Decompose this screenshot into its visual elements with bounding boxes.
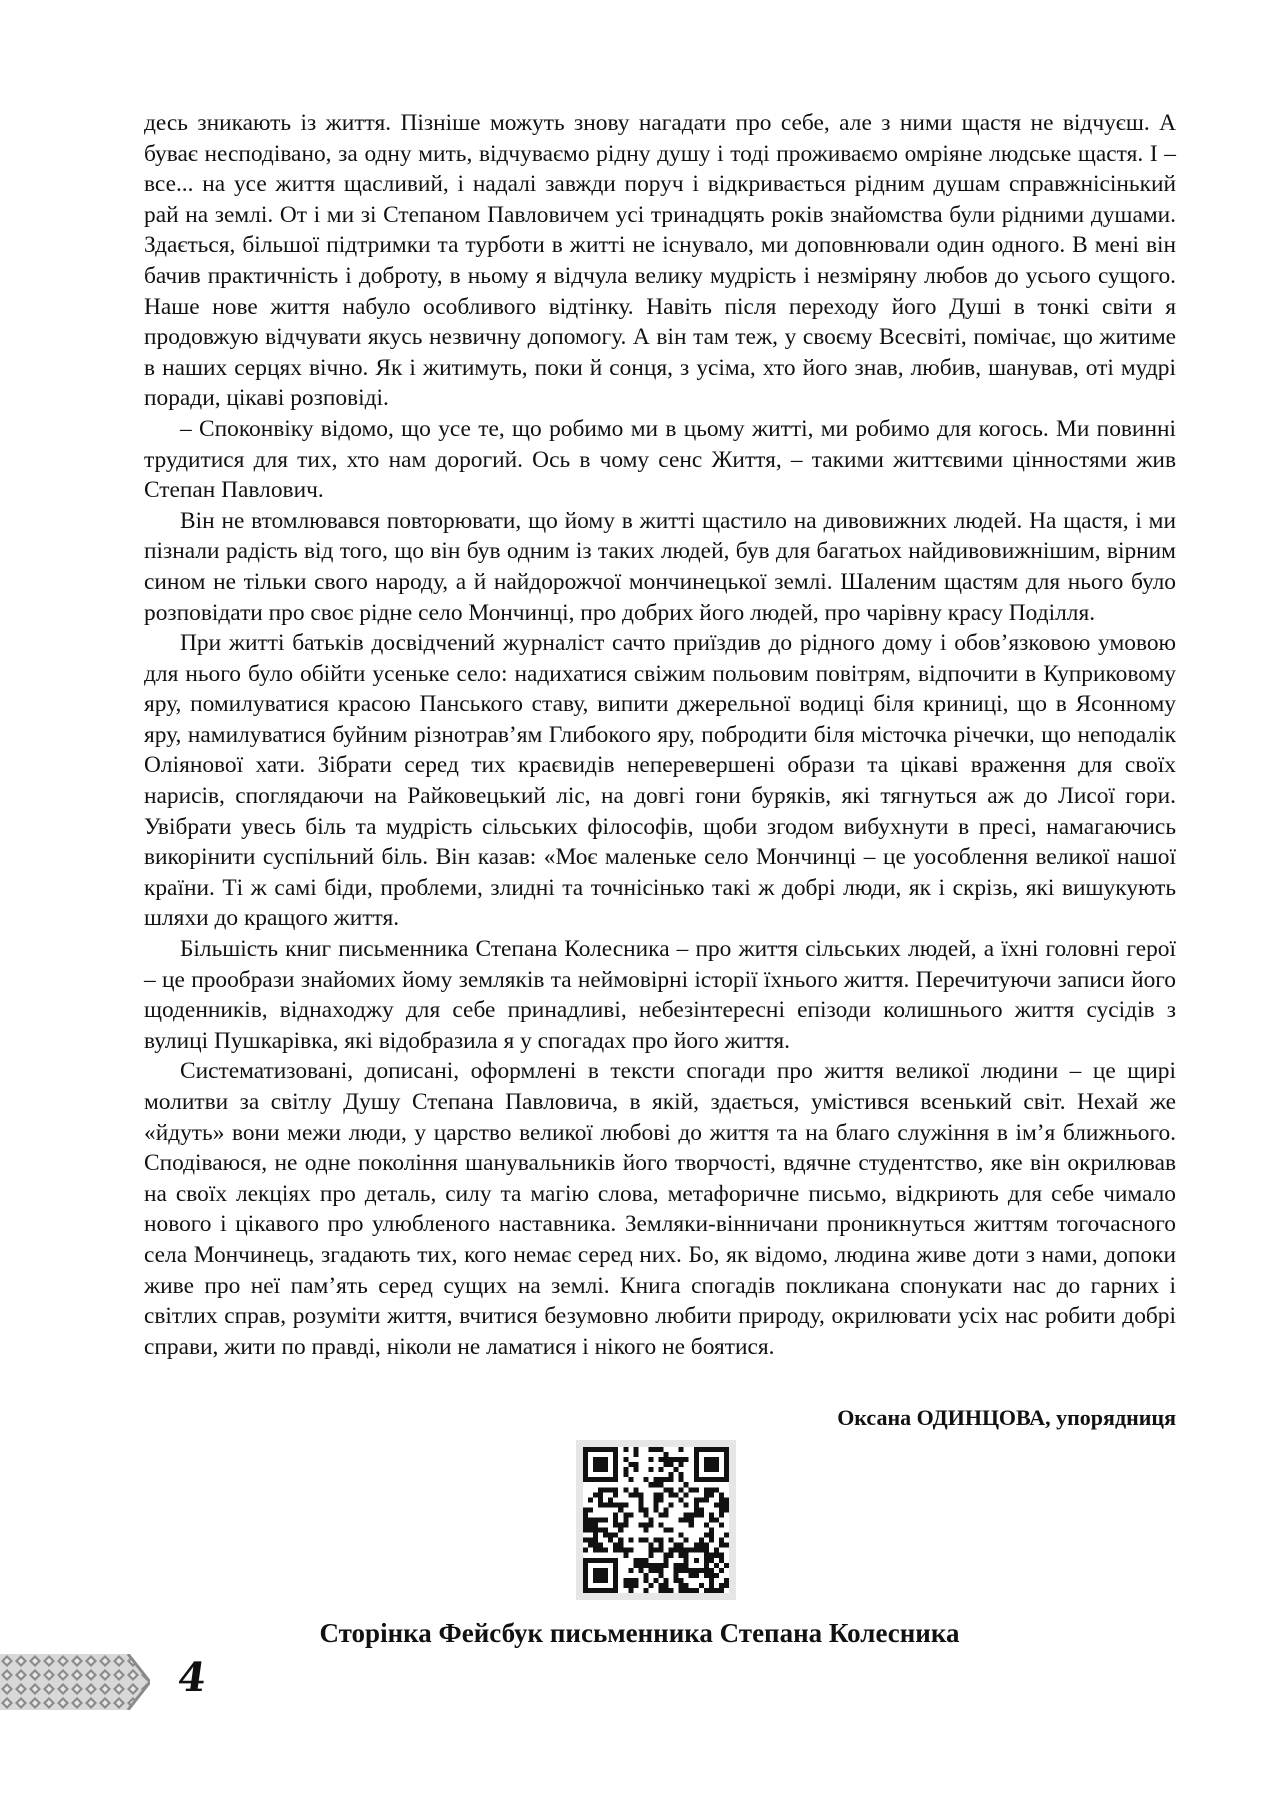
qr-code-icon[interactable]	[576, 1440, 736, 1600]
page-number: 4	[174, 1654, 210, 1701]
qr-caption: Сторінка Фейсбук письменника Степана Колесника	[319, 1618, 960, 1648]
paragraph: десь зникають із життя. Пізніше можуть знову нагадати про себе, але з ними щастя не відчуєш. А буває несподівано, за одну мить, відчуваємо рідну душу і тоді проживаємо омріяне людське щастя. І – все... на усе життя щасливий, і надалі завжди поруч і відкривається рідним душам справжнісінький рай на землі. От і ми зі Степаном Павловичем усі тринадцять років знайомства були рідними душами. Здається, більшої підтримки та турботи в житті не існувало, ми доповнювали один одного. В мені він бачив практичність і доброту, в ньому я відчула велику мудрість і незміряну любов до усього сущого. Наше нове життя набуло особливого відтінку. Навіть після переходу його Душі в тонкі світи я продовжую відчувати якусь незвичну допомогу. А він там теж, у своєму Всесвіті, помічає, що житиме в наших серцях вічно. Як і житимуть, поки й сонця, з усіма, хто його знав, любив, шанував, оті мудрі поради, цікаві розповіді.	[144, 110, 1176, 412]
paragraph: Систематизовані, дописані, оформлені в тексти спогади про життя великої людини – це щирі молитви за світлу Душу Степана Павловича, в якій, здається, умістився всенький світ. Нехай же «йдуть» вони межи люди, у царство великої любові до життя та на благо служіння в ім’я ближнього. Сподіваюся, не одне покоління шанувальників його творчості, вдячне студентство, яке він окрилював на своїх лекціях про деталь, силу та магію слова, метафоричне письмо, відкриють для себе чимало нового і цікавого про улюбленого наставника. Земляки-вінничани проникнуться життям тогочасного села Мончинець, згадають тих, кого немає серед них. Бо, як відомо, людина живе доти з нами, допоки живе про неї пам’ять серед сущих на землі. Книга спогадів покликана спонукати нас до гарних і світлих справ, розуміти життя, вчитися безумовно любити природу, окрилювати усіх нас робити добрі справи, жити по правді, ніколи не ламатися і нікого не боятися.	[144, 1058, 1176, 1360]
paragraph: Більшість книг письменника Степана Колесника – про життя сільських людей, а їхні головні герої – це прообрази знайомих йому земляків та неймовірні історії їхнього життя. Перечитуючи записи його щоденників, віднаходжу для себе принадливі, небезінтересні епізоди колишнього життя сусідів з вулиці Пушкарівка, які відобразила я у спогадах про його життя.	[144, 936, 1176, 1054]
paragraph: Він не втомлювався повторювати, що йому в житті щастило на дивовижних людей. На щастя, і ми пізнали радість від того, що він був одним із таких людей, був для багатьох найдивовижнішим, вірним сином не тільки свого народу, а й найдорожчої мончинецької землі. Шаленим щастям для нього було розповідати про своє рідне село Мончинці, про добрих його людей, про чарівну красу Поділля.	[144, 507, 1176, 626]
paragraph: – Споконвіку відомо, що усе те, що робимо ми в цьому житті, ми робимо для когось. Ми повинні трудитися для тих, хто нам дорогий. Ось в чому сенс Життя, – такими життєвими цінностями жив Степан Павлович.	[144, 415, 1176, 504]
embroidery-ornament-icon	[0, 1654, 150, 1710]
body-text	[144, 108, 1176, 1362]
paragraph: При житті батьків досвідчений журналіст сачто приїздив до рідного дому і обов’язковою умовою для нього було обійти усеньке село: надихатися свіжим польовим повітрям, відпочити в Куприковому яру, помилуватися красою Панського ставу, випити джерельної водиці біля криниці, що в Ясонному яру, намилуватися буйним різнотрав’ям Глибокого яру, побродити біля місточка річечки, що неподалік Оліянової хати. Зібрати серед тих краєвидів неперевершені образи та цікаві враження для своїх нарисів, споглядаючи на Райковецький ліс, на довгі гони буряків, які тягнуться аж до Лисої гори. Увібрати увесь біль та мудрість сільських філософів, щоби згодом вибухнути в пресі, намагаючись викорінити суспільний біль. Він казав: «Моє маленьке село Мончинці – це уособлення великої нашої країни. Ті ж самі біди, проблеми, злидні та точнісінько такі ж добрі люди, як і скрізь, які вишукують шляхи до кращого життя.	[144, 630, 1176, 932]
author-signature: Оксана ОДИНЦОВА, упорядниця	[837, 1405, 1176, 1430]
qr-code-graphic	[583, 1447, 729, 1593]
